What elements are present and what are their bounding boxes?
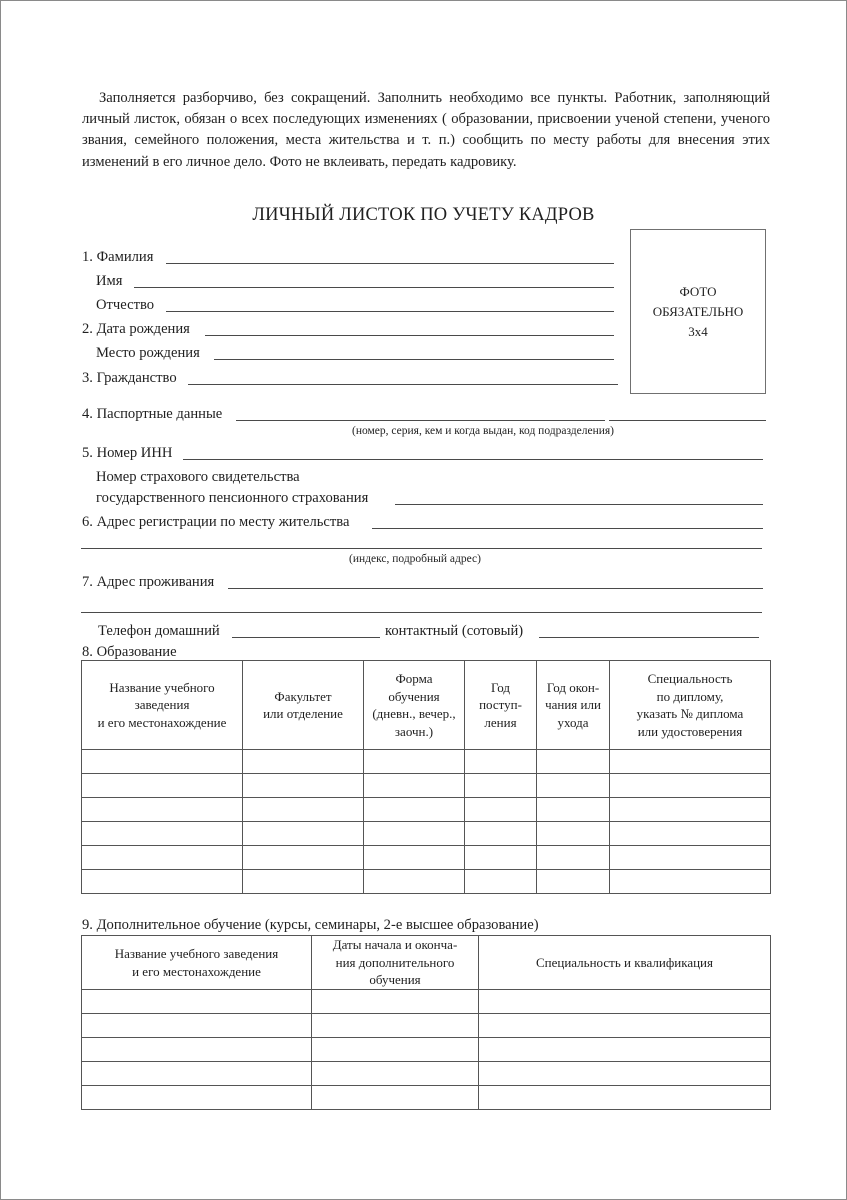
phone-home-field[interactable] xyxy=(232,637,380,638)
education-table-row xyxy=(82,750,771,774)
reg-address-field[interactable] xyxy=(372,528,763,529)
additional-education-table-cell[interactable] xyxy=(312,1038,479,1062)
education-table-cell[interactable] xyxy=(364,822,465,846)
education-table-cell[interactable] xyxy=(610,846,771,870)
additional-education-header-row xyxy=(82,936,771,990)
education-table-cell[interactable] xyxy=(610,774,771,798)
education-table-cell[interactable] xyxy=(610,870,771,894)
photo-label-1: ФОТО xyxy=(679,283,717,299)
header-line: заочн.) xyxy=(394,723,434,739)
insurance-label-1: Номер страхового свидетельства xyxy=(96,469,300,485)
passport-field[interactable] xyxy=(236,420,605,421)
education-table-cell[interactable] xyxy=(364,846,465,870)
form-title: ЛИЧНЫЙ ЛИСТОК ПО УЧЕТУ КАДРОВ xyxy=(252,205,595,225)
education-table-row xyxy=(82,870,771,894)
additional-education-table-cell[interactable] xyxy=(312,990,479,1014)
education-table-row xyxy=(82,774,771,798)
education-table-cell[interactable] xyxy=(243,774,364,798)
education-table-cell[interactable] xyxy=(82,798,243,822)
header-line: по диплому, xyxy=(656,688,724,704)
insurance-label-2: государственного пенсионного страхования xyxy=(96,490,369,506)
education-table-cell[interactable] xyxy=(364,870,465,894)
additional-education-table-cell[interactable] xyxy=(479,1062,771,1086)
additional-education-table-cell[interactable] xyxy=(312,1062,479,1086)
additional-education-table-cell[interactable] xyxy=(479,1038,771,1062)
education-table-cell[interactable] xyxy=(610,822,771,846)
additional-education-table-cell[interactable] xyxy=(479,990,771,1014)
phone-home-label: Телефон домашний xyxy=(98,623,220,639)
header-line: Даты начала и оконча- xyxy=(332,937,458,953)
citizenship-field[interactable] xyxy=(188,384,618,385)
name-label: Имя xyxy=(96,273,123,289)
live-address-field-2[interactable] xyxy=(81,612,762,613)
header-line: Название учебного заведения xyxy=(114,946,279,961)
live-address-label: 7. Адрес проживания xyxy=(82,574,215,590)
header-line: ухода xyxy=(557,714,589,730)
education-table-cell[interactable] xyxy=(610,750,771,774)
education-table-cell[interactable] xyxy=(465,798,537,822)
reg-address-label: 6. Адрес регистрации по месту жительства xyxy=(82,514,350,530)
education-table-row xyxy=(82,822,771,846)
education-header-row xyxy=(82,661,771,750)
education-table-cell[interactable] xyxy=(364,798,465,822)
education-table-cell[interactable] xyxy=(82,870,243,894)
education-table-cell[interactable] xyxy=(82,750,243,774)
header-line: или отделение xyxy=(263,706,343,721)
inn-label: 5. Номер ИНН xyxy=(82,445,173,461)
header-line: чания или xyxy=(545,697,601,713)
education-table-row xyxy=(82,798,771,822)
header-line: Форма xyxy=(395,671,433,686)
header-line: ния дополнительного xyxy=(335,954,455,970)
edu-col-start-year xyxy=(465,661,537,750)
reg-address-field-2[interactable] xyxy=(81,548,762,549)
header-line: Факультет xyxy=(274,688,332,704)
insurance-field[interactable] xyxy=(395,504,763,505)
patronymic-field[interactable] xyxy=(166,311,614,312)
education-table-cell[interactable] xyxy=(465,822,537,846)
header-line: и его местонахождение xyxy=(132,963,261,979)
instructions-text: Заполняется разборчиво, без сокращений. Заполнить необходимо все пункты. Работник, заполняющий личный листок, обязан о всех последующих изменениях ( образовании, присвоении ученой степени, ученого звания, семейного положения, места жительства и т. п.) сообщить по месту работы для внесения этих изменений в его личное дело. Фото не вклеивать, передать кадровику. xyxy=(82,90,770,170)
additional-education-table-row xyxy=(82,1014,771,1038)
photo-label-3: 3х4 xyxy=(688,323,708,339)
education-table-row xyxy=(82,846,771,870)
header-line: ления xyxy=(484,714,517,730)
additional-education-table xyxy=(81,935,771,1110)
phone-mobile-field[interactable] xyxy=(539,637,759,638)
education-table-cell[interactable] xyxy=(82,774,243,798)
additional-education-table-row xyxy=(82,990,771,1014)
birth-date-label: 2. Дата рождения xyxy=(82,321,190,337)
passport-label: 4. Паспортные данные xyxy=(82,406,223,422)
header-line: (дневн., вечер., xyxy=(372,706,456,721)
additional-education-table-cell[interactable] xyxy=(312,1014,479,1038)
add-col-dates xyxy=(312,936,479,990)
additional-education-table-cell[interactable] xyxy=(82,1062,312,1086)
education-table-cell[interactable] xyxy=(243,822,364,846)
header-line: обучения xyxy=(388,688,440,704)
reg-address-hint: (индекс, подробный адрес) xyxy=(349,553,481,565)
passport-hint: (номер, серия, кем и когда выдан, код подразделения) xyxy=(352,425,615,437)
birth-place-label: Место рождения xyxy=(96,345,200,361)
header-line: Специальность и квалификация xyxy=(535,954,713,970)
education-table-cell[interactable] xyxy=(465,750,537,774)
photo-placeholder xyxy=(630,229,766,394)
education-table-cell[interactable] xyxy=(537,750,610,774)
education-table-cell[interactable] xyxy=(537,822,610,846)
education-table-cell[interactable] xyxy=(243,846,364,870)
edu-col-faculty xyxy=(243,661,364,750)
surname-label: 1. Фамилия xyxy=(82,249,154,265)
passport-field-extra[interactable] xyxy=(609,420,766,421)
education-table-cell[interactable] xyxy=(465,846,537,870)
surname-field[interactable] xyxy=(166,263,614,264)
education-table-cell[interactable] xyxy=(82,822,243,846)
header-line: и его местонахождение xyxy=(97,714,227,730)
birth-date-field[interactable] xyxy=(205,335,614,336)
header-line: указать № диплома xyxy=(636,706,744,721)
photo-label-2: ОБЯЗАТЕЛЬНО xyxy=(652,303,744,319)
header-line: Год xyxy=(490,679,511,695)
name-field[interactable] xyxy=(134,287,614,288)
education-table-cell[interactable] xyxy=(243,798,364,822)
additional-education-table-cell[interactable] xyxy=(82,1038,312,1062)
header-line: Год окон- xyxy=(546,679,600,695)
patronymic-label: Отчество xyxy=(96,297,155,313)
live-address-field[interactable] xyxy=(228,588,763,589)
education-table-cell[interactable] xyxy=(537,798,610,822)
education-table-cell[interactable] xyxy=(465,774,537,798)
education-table-cell[interactable] xyxy=(364,750,465,774)
edu-col-institution xyxy=(82,661,243,750)
additional-education-table-cell[interactable] xyxy=(479,1086,771,1110)
education-table-cell[interactable] xyxy=(243,750,364,774)
education-table-cell[interactable] xyxy=(465,870,537,894)
education-table-cell[interactable] xyxy=(243,870,364,894)
additional-education-table-cell[interactable] xyxy=(82,1014,312,1038)
citizenship-label: 3. Гражданство xyxy=(82,370,177,386)
add-col-specialty xyxy=(479,936,771,990)
edu-col-study-form xyxy=(364,661,465,750)
education-title: 8. Образование xyxy=(82,644,177,660)
header-line: обучения xyxy=(369,972,421,988)
birth-place-field[interactable] xyxy=(214,359,614,360)
education-table-cell[interactable] xyxy=(537,846,610,870)
additional-education-table-cell[interactable] xyxy=(82,990,312,1014)
additional-education-table-row xyxy=(82,1038,771,1062)
edu-col-specialty xyxy=(610,661,771,750)
header-line: поступ- xyxy=(479,697,522,713)
additional-education-table-row xyxy=(82,1086,771,1110)
additional-education-table-cell[interactable] xyxy=(312,1086,479,1110)
header-line: Название учебного xyxy=(109,679,215,695)
education-table-cell[interactable] xyxy=(610,798,771,822)
add-col-institution xyxy=(82,936,312,990)
header-line: Специальность xyxy=(647,671,733,686)
additional-education-table-cell[interactable] xyxy=(82,1086,312,1110)
phone-mobile-label: контактный (сотовый) xyxy=(385,623,524,639)
additional-education-title: 9. Дополнительное обучение (курсы, семинары, 2-е высшее образование) xyxy=(82,917,539,933)
header-line: заведения xyxy=(134,697,190,713)
additional-education-table-row xyxy=(82,1062,771,1086)
education-table xyxy=(81,660,771,894)
education-table-cell[interactable] xyxy=(537,774,610,798)
additional-education-table-cell[interactable] xyxy=(479,1014,771,1038)
inn-field[interactable] xyxy=(183,459,763,460)
edu-col-end-year xyxy=(537,661,610,750)
education-table-cell[interactable] xyxy=(364,774,465,798)
header-line: или удостоверения xyxy=(637,723,743,739)
education-table-cell[interactable] xyxy=(82,846,243,870)
education-table-cell[interactable] xyxy=(537,870,610,894)
